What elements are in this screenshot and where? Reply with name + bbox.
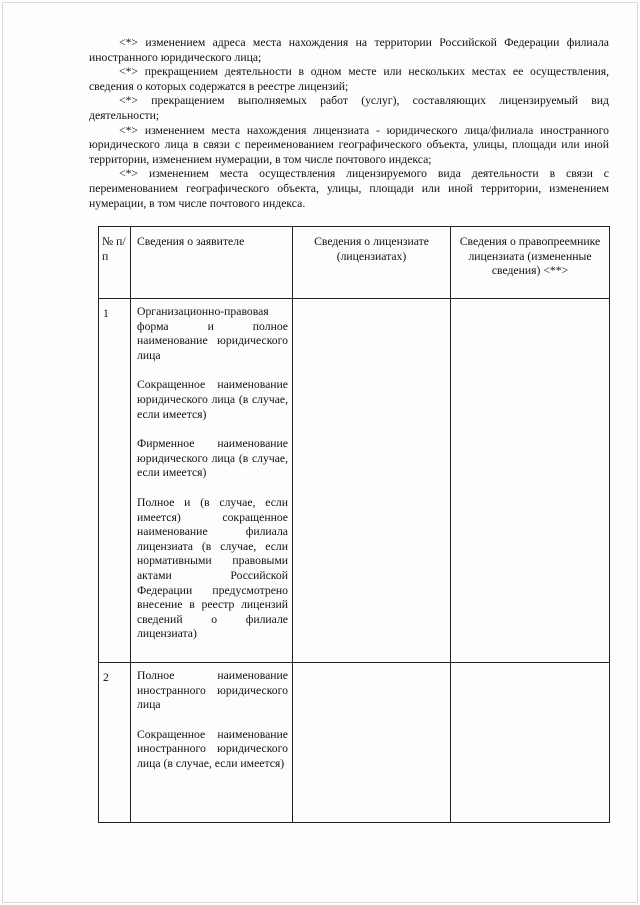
applicant-cell — [131, 663, 293, 823]
field-label: Сокращенное наименование юридического лица (в случае, если имеется) — [137, 378, 288, 421]
applicant-info-table — [98, 226, 610, 823]
licensee-cell — [293, 663, 451, 823]
header-applicant-label: Сведения о заявителе — [137, 235, 245, 248]
header-num — [99, 227, 131, 299]
field-label: Фирменное наименование юридического лица (в случае, если имеется) — [137, 437, 288, 480]
reasons-list — [89, 36, 609, 211]
field-label: Организационно-правовая форма и полное наименование юридического лица — [137, 305, 288, 362]
table-row — [99, 299, 610, 663]
row-number: 1 — [103, 307, 109, 320]
header-applicant — [131, 227, 293, 299]
successor-cell — [451, 299, 610, 663]
field-label: Полное наименование иностранного юридического лица — [137, 669, 288, 712]
reason-paragraph: <*> изменением места осуществления лицензируемого вида деятельности в связи с переименованием географического объекта, улицы, площади или иной территории, изменением нумерации, в том числе почтового индекса. — [89, 167, 609, 210]
successor-cell — [451, 663, 610, 823]
reason-paragraph: <*> изменением адреса места нахождения на территории Российской Федерации филиала иностранного юридического лица; — [89, 36, 609, 64]
table-row — [99, 663, 610, 823]
applicant-cell — [131, 299, 293, 663]
header-licensee — [293, 227, 451, 299]
row-number: 2 — [103, 671, 109, 684]
header-successor — [451, 227, 610, 299]
licensee-cell — [293, 299, 451, 663]
row-number-cell — [99, 299, 131, 663]
row-number-cell — [99, 663, 131, 823]
header-successor-label: Сведения о правопреемнике лицензиата (измененные сведения) <**> — [459, 235, 601, 278]
field-label: Полное и (в случае, если имеется) сокращенное наименование филиала лицензиата (в случае, если нормативными правовыми актами Российской Федерации предусмотрено внесение в реестр лицензий сведений о филиале лицензиата) — [137, 495, 288, 641]
reason-paragraph: <*> изменением места нахождения лицензиата - юридического лица/филиала иностранного юридического лица в связи с переименованием географического объекта, улицы, площади или иной территории, изменением нумерации, в том числе почтового индекса; — [89, 123, 609, 166]
table-header-row — [99, 227, 610, 299]
header-num-label: № п/п — [102, 235, 126, 263]
reason-paragraph: <*> прекращением выполняемых работ (услуг), составляющих лицензируемый вид деятельности; — [89, 94, 609, 122]
field-label: Сокращенное наименование иностранного юридического лица (в случае, если имеется) — [137, 727, 288, 770]
header-licensee-label: Сведения о лицензиате (лицензиатах) — [314, 235, 429, 263]
reason-paragraph: <*> прекращением деятельности в одном месте или нескольких местах ее осуществления, сведения о которых содержатся в реестре лицензий; — [89, 65, 609, 93]
